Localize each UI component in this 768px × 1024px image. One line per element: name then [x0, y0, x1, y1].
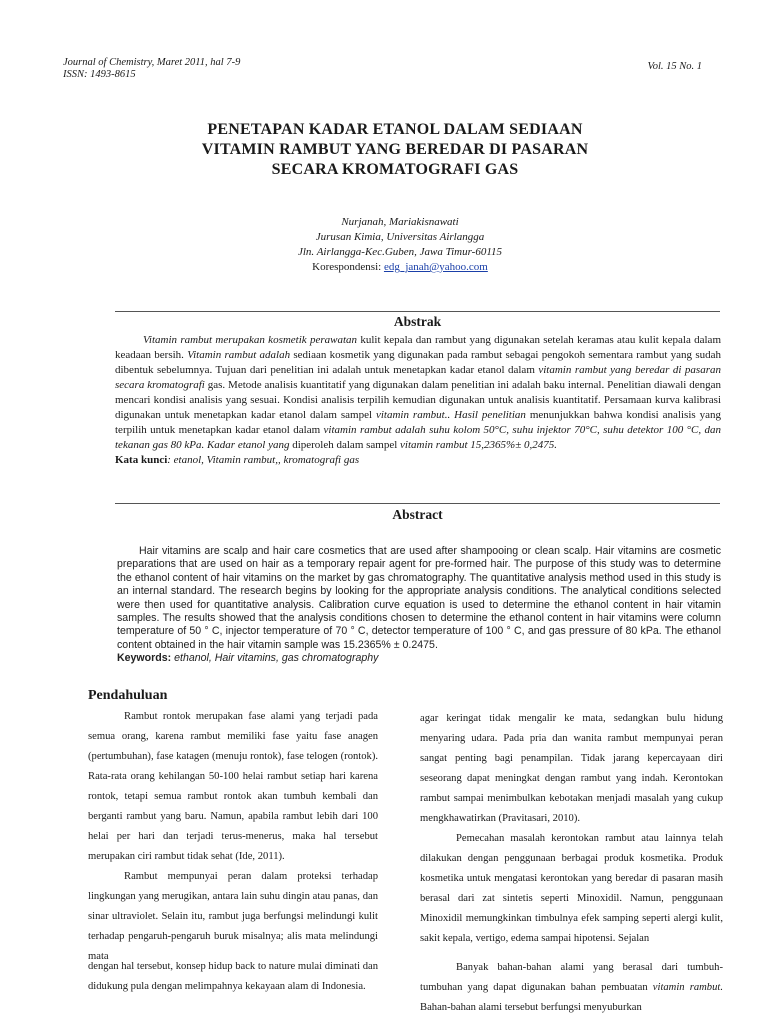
abstrak-text: kulit kepala dan rambut yang digunakan setelah keramas atau kulit kepala dalam keadaan bersih. [115, 334, 721, 361]
intro-paragraph [420, 958, 723, 1018]
abstrak-text: vitamin rambut adalah suhu kolom 50°C, suhu injektor 70°C, suhu detektor 100 °C, dan tekanan gas 80 kPa. Kadar etanol yang [115, 424, 721, 451]
introduction-heading: Pendahuluan [88, 688, 168, 703]
intro-text: Bahan-bahan alami tersebut berfungsi menyuburkan [420, 1002, 642, 1013]
intro-paragraph: Rambut mempunyai peran dalam proteksi terhadap lingkungan yang merugikan, antara lain suhu dingin atau panas, dan sinar ultraviolet. Selain itu, rambut juga berfungsi melindungi kulit terhadap pengaruh-pengaruh buruk misalnya; alis mata melindungi mata [88, 871, 378, 962]
intro-text: Banyak bahan-bahan alami yang berasal dari tumbuh-tumbuhan yang dapat digunakan bahan pembuatan [420, 962, 723, 993]
abstrak-text: Vitamin rambut adalah [187, 349, 291, 361]
right-column [420, 709, 723, 949]
correspondence-label: Korespondensi: [312, 261, 382, 273]
abstrak-text: sediaan kosmetik yang digunakan pada rambut sebagai pengokoh sementara rambut yang sudah dibentuk sebelumnya. Tujuan dari penelitian ini adalah untuk menetapkan kadar etanol dalam [115, 349, 721, 376]
abstract-divider [115, 503, 720, 504]
abstract-paragraph: Hair vitamins are scalp and hair care cosmetics that are used after shampooing or clean scalp. Hair vitamins are cosmetic preparations that are used on hair as a temporary repair agent for pre-formed hair. The purpose of this study was to determine the ethanol content of hair vitamins on the market by gas chromatography. The quantitative analysis method used in this study is an internal standard. The research begins by looking for the appropriate analysis conditions. The analytical conditions selected were then used for quantitative analysis. Calibration curve equation is used to determine the ethanol content in hair vitamin samples. The results showed that the analysis conditions chosen to determine the ethanol content in hair vitamins were column temperature of 50 ° C, injector temperature of 70 ° C, detector temperature of 100 ° C, and gas pressure of 80 kPa. The ethanol content obtained in the hair vitamin sample was 15.2365% ± 0.2475. [117, 545, 721, 651]
author-names: Nurjanah, Mariakisnawati [341, 216, 459, 228]
title-line-1: PENETAPAN KADAR ETANOL DALAM SEDIAAN [207, 121, 583, 138]
volume-number: Vol. 15 No. 1 [647, 61, 702, 72]
abstrak-heading: Abstrak [393, 314, 442, 329]
author-affiliation: Jurusan Kimia, Universitas Airlangga [315, 231, 485, 243]
keywords-list: ethanol, Hair vitamins, gas chromatography [171, 652, 379, 665]
title-line-3: SECARA KROMATOGRAFI GAS [271, 161, 519, 178]
intro-text: vitamin rambut. [652, 982, 723, 993]
abstrak-text: gas. Metode analisis kuantitatif yang digunakan dalam penelitian ini adalah baku internal. Penelitian diawali dengan mencari kondisi analisis yang sesuai. Kondisi analisis terpilih kemudian digunakan untuk analisis kuantitatif. Persamaan kurva kalibrasi digunakan untuk menetapkan kadar etanol dalam sampel [115, 379, 721, 421]
intro-paragraph: agar keringat tidak mengalir ke mata, sedangkan bulu hidung menyaring udara. Pada pria dan wanita rambut mempunyai peran sangat penting bagi penampilan. Tidak jarang kepercayaan diri seseorang dapat meningkat dengan rambut yang indah. Kerontokan rambut sampai menimbulkan kebotakan menjadi masalah yang cukup mengkhawatirkan (Pravitasari, 2010). [420, 713, 723, 824]
abstrak-keywords [115, 453, 721, 468]
abstrak-paragraph [115, 333, 721, 453]
intro-paragraph: Rambut rontok merupakan fase alami yang terjadi pada semua orang, karena rambut memiliki fase yaitu fase anagen (pertumbuhan), fase katagen (menuju rontok), fase telogen (rontok). Rata-rata orang kehilangan 50-100 helai rambut setiap hari karena rontok, tetapi semua rambut rontok akan tumbuh kembali dan berganti rambut yang baru. Namun, apabila rambut lebih dari 100 helai per hari dan terjadi terus-menerus, maka hal tersebut merupakan ciri rambut tidak sehat (Ide, 2011). [88, 711, 378, 862]
author-block [150, 215, 650, 275]
left-column [88, 707, 378, 967]
abstrak-body [115, 333, 721, 468]
abstract-heading: Abstract [392, 507, 443, 522]
keywords-label: Kata kunci [115, 454, 168, 466]
journal-citation: Journal of Chemistry, Maret 2011, hal 7-9 [63, 57, 241, 68]
title-line-2: VITAMIN RAMBUT YANG BEREDAR DI PASARAN [201, 141, 589, 158]
abstrak-text: diperoleh dalam sampel [289, 439, 401, 451]
keywords-label: Keywords: [117, 652, 172, 665]
abstrak-text: vitamin rambut.. Hasil penelitian [375, 409, 526, 421]
abstract-body [117, 545, 721, 666]
issn: ISSN: 1493-8615 [63, 69, 136, 80]
keywords-list: : etanol, Vitamin rambut,, kromatografi gas [167, 454, 360, 466]
abstrak-text: Vitamin rambut merupakan kosmetik perawatan [143, 334, 358, 346]
abstrak-divider [115, 311, 720, 312]
journal-header [63, 57, 240, 81]
abstrak-text: vitamin rambut yang beredar di pasaran secara kromatografi [115, 364, 721, 391]
paper-title [100, 120, 690, 180]
abstrak-text: menunjukkan bahwa kondisi analisis yang terpilih untuk menetapkan kadar etanol dalam [115, 409, 722, 436]
correspondence [150, 260, 650, 275]
abstract-keywords [117, 652, 721, 665]
right-column-continued [420, 958, 723, 1018]
email-link[interactable]: edg_janah@yahoo.com [383, 261, 488, 273]
intro-paragraph: dengan hal tersebut, konsep hidup back to nature mulai diminati dan didukung pula dengan melimpahnya kekayaan alam di Indonesia. [88, 961, 378, 992]
author-address: Jln. Airlangga-Kec.Guben, Jawa Timur-60115 [297, 246, 503, 258]
abstrak-text: vitamin rambut 15,2365%± 0,2475. [400, 439, 558, 451]
intro-paragraph: Pemecahan masalah kerontokan rambut atau lainnya telah dilakukan dengan penggunaan berbagai produk kosmetika. Produk kosmetika untuk mengatasi kerontokan yang beredar di pasaran masih berasal dari zat sintetis seperti Minoxidil. Namun, penggunaan Minoxidil memungkinkan timbulnya efek samping seperti alergi kulit, sakit kepala, vertigo, edema sampai hipotensi. Sejalan [420, 833, 723, 944]
left-column-continued [88, 957, 378, 997]
